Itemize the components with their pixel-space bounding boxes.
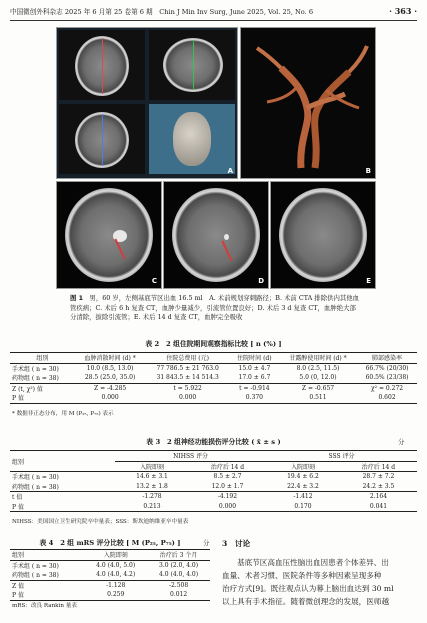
- table-3: [10, 450, 417, 512]
- table-3-note: NIHSS：美国国立卫生研究院卒中量表；SSS：斯坎迪纳维亚卒中量表: [12, 519, 189, 525]
- table-cell: 0.170: [294, 502, 312, 510]
- table-cell: 77 786.5 ± 21 763.0: [156, 364, 219, 372]
- table-cell: 3.0 (2.0, 4.0): [159, 561, 199, 569]
- table-cell: 0.012: [169, 591, 188, 599]
- panel-d: [163, 181, 269, 289]
- discussion-line: 基底节区高血压性脑出血因患者个体差异、出: [237, 558, 389, 567]
- table-cell: 4.0 (4.0, 5.0): [96, 561, 136, 569]
- table-cell: 4.0 (4.0, 4.0): [159, 571, 199, 579]
- table-cell: 0.370: [245, 394, 263, 402]
- table-3-unit: 分: [398, 438, 405, 446]
- table-4-header: 组别: [12, 552, 25, 560]
- table-cell: t = -0.914: [239, 384, 270, 392]
- table-row: [10, 482, 417, 492]
- table-cell: Z = -4.285: [94, 384, 127, 392]
- table-cell: -1.278: [142, 493, 162, 501]
- table-cell: 66.7% (20/30): [365, 364, 409, 372]
- table-3-subheader: 入院即刻: [139, 463, 164, 471]
- figure-caption-label: 图 1: [70, 294, 84, 302]
- table-row: [10, 383, 417, 393]
- table-3-subheader: 入院即刻: [290, 463, 315, 471]
- table-3-subheader: 治疗后 14 d: [361, 463, 396, 471]
- table-cell: 13.2 ± 1.8: [136, 482, 168, 490]
- table-2: [10, 352, 417, 404]
- panel-label-d: D: [258, 277, 264, 285]
- table-cell: 10.0 (8.5, 13.0): [86, 364, 134, 372]
- table-cell: 8.5 ± 2.7: [213, 473, 242, 481]
- table-cell: -2.508: [168, 581, 189, 589]
- table-cell: 手术组 ( n = 30): [12, 562, 59, 570]
- table-3-group-header: 组别: [10, 451, 115, 472]
- table-row: [10, 502, 417, 512]
- table-cell: -1.128: [106, 581, 126, 589]
- figure-1: [56, 27, 376, 289]
- panel-e: [270, 181, 376, 289]
- table-cell: 2.164: [369, 493, 388, 501]
- table-3-title: 表 3 2 组神经功能损伤评分比较 ( x̄ ± s ): [146, 438, 281, 446]
- table-cell: 手术组 ( n = 30): [12, 365, 59, 373]
- ct-axial-view: [59, 30, 145, 100]
- table-cell: 0.041: [369, 502, 388, 510]
- table-row: [10, 560, 210, 570]
- table-4: [10, 549, 210, 601]
- table-2-title: 表 2 2 组住院期间观察指标比较 [ n (%) ]: [145, 340, 282, 348]
- header-rule: [10, 20, 417, 21]
- 3d-head-render: [149, 104, 235, 174]
- table-4-header: 入院即刻: [103, 552, 128, 560]
- table-3-header-row: [10, 451, 417, 462]
- table-cell: 4.0 (4.0, 4.2): [96, 571, 136, 579]
- table-cell: 0.000: [218, 502, 237, 510]
- table-cell: 8.0 (2.5, 11.5): [296, 364, 340, 372]
- table-cell: 手术组 ( n = 30): [12, 474, 59, 482]
- table-cell: 31 843.5 ± 14 514.3: [156, 374, 219, 382]
- ct-coronal-view: [59, 104, 145, 174]
- table-cell: Z = -0.657: [301, 384, 335, 392]
- table-cell: 药物组 ( n = 38): [12, 483, 59, 491]
- table-cell: 0.511: [309, 394, 327, 402]
- table-cell: P 值: [12, 395, 24, 403]
- table-row: [10, 373, 417, 383]
- table-4-title: 表 4 2 组 mRS 评分比较 [ M (P₂₅, P₇₅) ]: [39, 539, 181, 547]
- table-cell: 24.2 ± 3.5: [362, 482, 395, 490]
- table-cell: 15.0 ± 4.7: [238, 364, 271, 372]
- ct-sagittal-view: [149, 30, 235, 100]
- panel-c: [56, 181, 162, 289]
- table-cell: Z (t, χ²) 值: [12, 385, 43, 393]
- table-cell: 28.7 ± 7.2: [362, 473, 395, 481]
- table-4-note: mRS：改良 Rankin 量表: [12, 603, 77, 609]
- table-3-sss-header: SSS 评分: [266, 451, 417, 462]
- table-row: [10, 363, 417, 373]
- table-cell: 22.4 ± 3.2: [287, 482, 319, 490]
- table-cell: 19.4 ± 6.2: [287, 473, 319, 481]
- table-cell: 0.000: [179, 394, 197, 402]
- table-cell: -1.412: [293, 493, 313, 501]
- table-cell: P 值: [12, 592, 24, 600]
- table-row: [10, 590, 210, 600]
- table-3-subheader: 治疗后 14 d: [210, 463, 245, 471]
- panel-label-c: C: [151, 277, 157, 285]
- panel-a: [56, 27, 238, 179]
- table-2-header: 血肿消散时间 (d) *: [84, 355, 136, 363]
- cta-vessel-render: [241, 28, 375, 178]
- running-header: [10, 6, 417, 18]
- discussion-line: 治疗方式[9]。既往观点认为幕上脑出血达到 30 ml: [222, 584, 394, 593]
- table-cell: 14.6 ± 3.1: [136, 473, 168, 481]
- table-cell: Z 值: [12, 582, 25, 590]
- table-2-header-row: [10, 353, 417, 364]
- table-4-unit: 分: [203, 539, 210, 547]
- table-cell: 0.213: [143, 502, 161, 510]
- table-cell: 药物组 ( n = 38): [12, 572, 59, 580]
- table-cell: 0.000: [101, 394, 119, 402]
- table-cell: 0.259: [107, 591, 125, 599]
- table-cell: χ² = 0.272: [371, 384, 404, 392]
- panel-label-a: A: [227, 167, 233, 175]
- table-2-note: * 数据非正态分布，用 M (P₂₅, P₇₅) 表示: [12, 411, 114, 417]
- table-cell: 0.602: [378, 394, 396, 402]
- table-cell: t 值: [12, 494, 23, 502]
- page-number: · 363 ·: [389, 6, 417, 16]
- table-cell: t = 5.922: [173, 384, 202, 392]
- table-4-header: 治疗后 3 个月: [159, 552, 198, 560]
- table-2-header: 甘露醇使用时间 (d) *: [289, 355, 347, 363]
- table-2-header: 肺部感染率: [372, 355, 403, 363]
- table-cell: -4.192: [217, 493, 238, 501]
- table-row: [10, 580, 210, 590]
- figure-caption: [70, 294, 360, 323]
- table-4-header-row: [10, 550, 210, 561]
- table-cell: 药物组 ( n = 38): [12, 375, 59, 383]
- table-cell: P 值: [12, 503, 24, 511]
- table-row: [10, 492, 417, 502]
- table-2-header: 住院时间 (d): [237, 355, 272, 363]
- discussion-line: 血量、术者习惯、医院条件等多种因素呈现多种: [222, 571, 382, 580]
- table-cell: 28.5 (25.0, 35.0): [84, 374, 136, 382]
- discussion-line: 以上具有手术指征。随着微创理念的发展，医师越: [222, 597, 390, 606]
- table-row: [10, 570, 210, 580]
- table-cell: 5.0 (0, 12.0): [299, 374, 337, 382]
- table-cell: 12.0 ± 1.7: [211, 482, 244, 490]
- table-cell: 17.0 ± 6.7: [238, 374, 271, 382]
- panel-label-e: E: [366, 277, 371, 285]
- discussion-heading: 3 讨论: [222, 539, 251, 548]
- discussion-body: [222, 556, 418, 608]
- table-cell: 60.5% (23/38): [365, 374, 409, 382]
- table-row: [10, 472, 417, 482]
- panel-b: [240, 27, 376, 179]
- table-2-header: 住院总费用 (元): [166, 355, 209, 363]
- figure-caption-text: 男，60 岁，左侧基底节区出血 16.5 ml A. 术前规划穿刺路径；B. 术前 CTA 排除供内其他血管疾病；C. 术后 6 h 复查 CT，血肿少量减少，引流管位置良好；D. 术后 3 d 复查 CT，血肿绝大部分清除，拔除引流管；E. 术后 14 d 复查 CT，血肿完全吸收: [70, 294, 360, 321]
- table-row: [10, 393, 417, 403]
- table-2-header: 组别: [36, 355, 49, 363]
- table-3-nihss-header: NIHSS 评分: [115, 451, 266, 462]
- journal-info: 中国微创外科杂志 2025 年 6 月第 25 卷第 6 期 Chin J Min Inv Surg, June 2025, Vol. 25, No. 6: [10, 8, 314, 16]
- panel-label-b: B: [365, 167, 371, 175]
